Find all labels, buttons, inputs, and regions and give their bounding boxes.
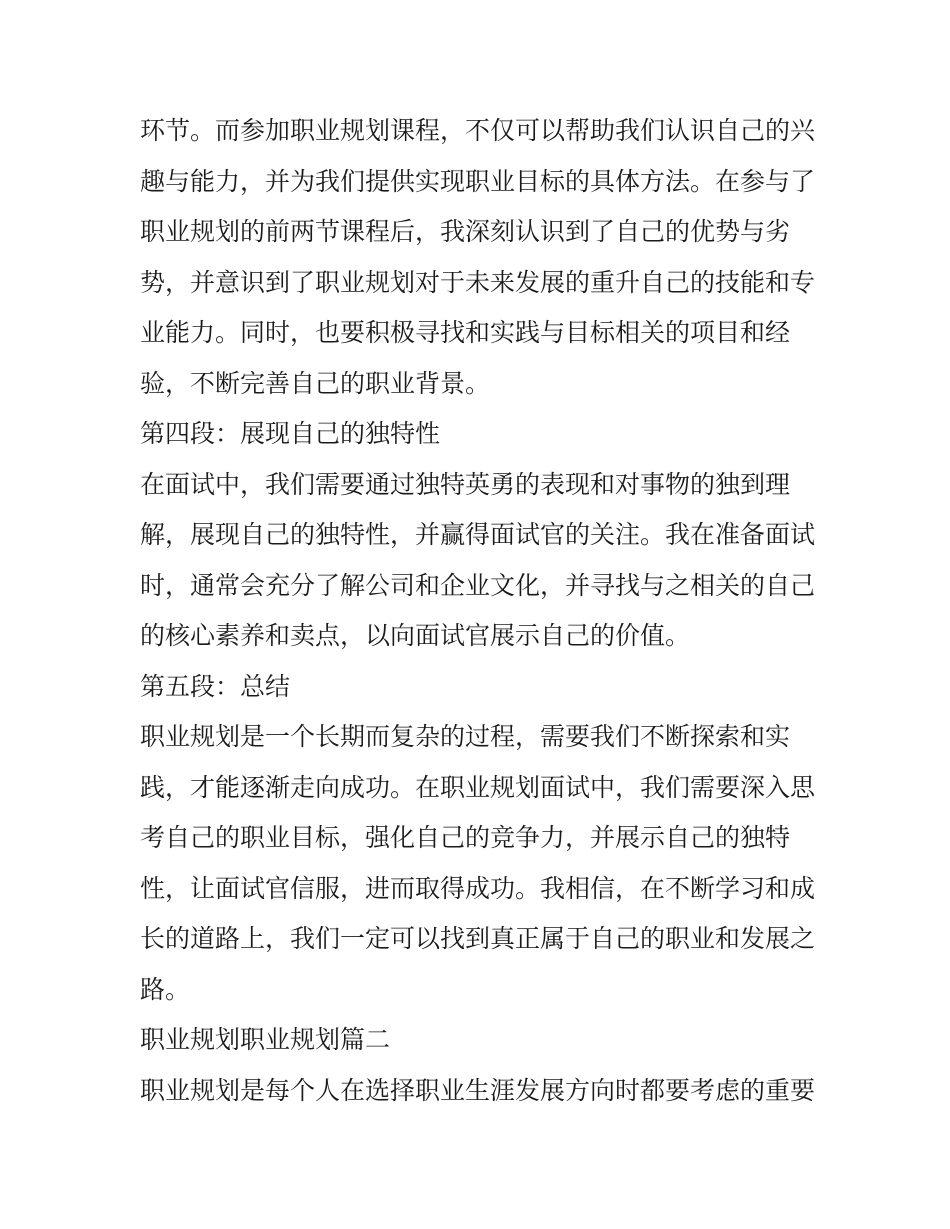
paragraph-line: 践，才能逐渐走向成功。在职业规划面试中，我们需要深入思	[140, 772, 816, 802]
paragraph-line: 解，展现自己的独特性，并赢得面试官的关注。我在准备面试	[140, 520, 816, 549]
section-heading-5: 第五段：总结	[140, 671, 291, 701]
paragraph-line: 路。	[140, 974, 191, 1004]
paragraph-line: 在面试中，我们需要通过独特英勇的表现和对事物的独到理	[140, 469, 791, 499]
paragraph-line: 的核心素养和卖点，以向面试官展示自己的价值。	[140, 621, 691, 650]
paragraph-line: 性，让面试官信服，进而取得成功。我相信，在不断学习和成	[140, 873, 816, 903]
paragraph-line: 职业规划是一个长期而复杂的过程，需要我们不断探索和实	[140, 722, 791, 751]
paragraph-line: 验，不断完善自己的职业背景。	[140, 368, 491, 398]
paragraph-line: 环节。而参加职业规划课程，不仅可以帮助我们认识自己的兴	[140, 116, 816, 145]
article-title-part-two: 职业规划职业规划篇二	[140, 1025, 391, 1054]
paragraph-line: 业能力。同时，也要积极寻找和实践与目标相关的项目和经	[140, 318, 791, 347]
document-body	[140, 106, 820, 1116]
paragraph-line: 职业规划的前两节课程后，我深刻认识到了自己的优势与劣	[140, 217, 791, 246]
paragraph-line: 职业规划是每个人在选择职业生涯发展方向时都要考虑的重要	[140, 1075, 816, 1105]
paragraph-line: 势，并意识到了职业规划对于未来发展的重升自己的技能和专	[140, 267, 816, 297]
paragraph-line: 趣与能力，并为我们提供实现职业目标的具体方法。在参与了	[140, 166, 816, 196]
paragraph-line: 时，通常会充分了解公司和企业文化，并寻找与之相关的自己	[140, 570, 816, 600]
section-heading-4: 第四段：展现自己的独特性	[140, 419, 441, 448]
paragraph-line: 长的道路上，我们一定可以找到真正属于自己的职业和发展之	[140, 924, 816, 953]
paragraph-line: 考自己的职业目标，强化自己的竞争力，并展示自己的独特	[140, 823, 791, 852]
